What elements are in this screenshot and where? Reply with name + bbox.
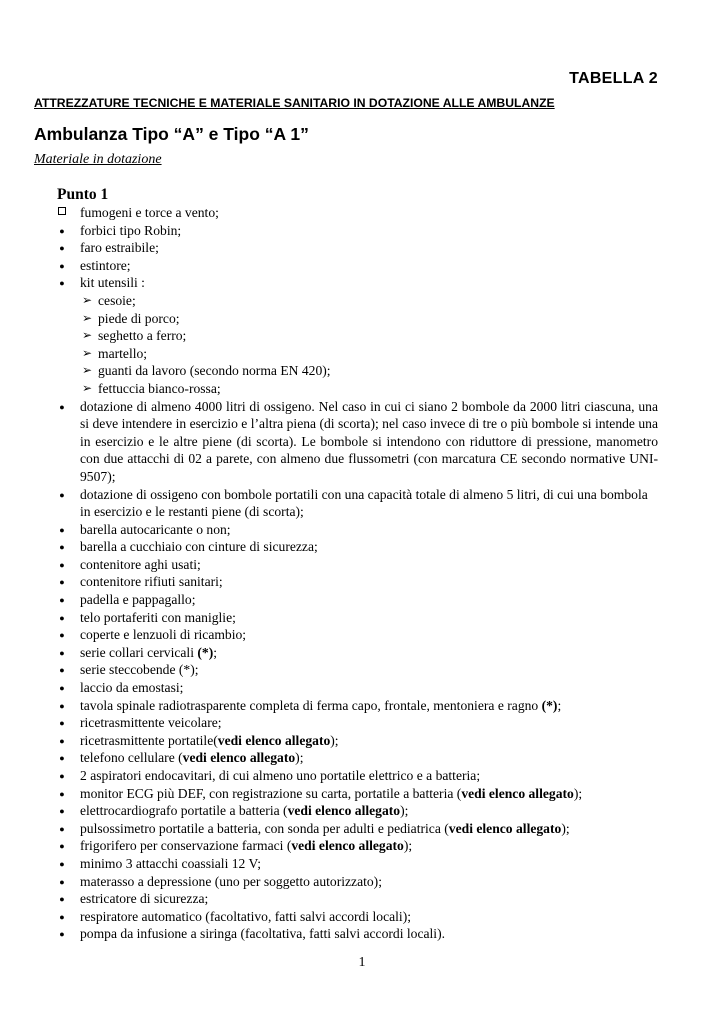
- dot-bullet-icon: ●: [59, 647, 65, 658]
- text-fragment: );: [400, 803, 409, 819]
- text-fragment: contenitore rifiuti sanitari;: [80, 574, 223, 590]
- dot-bullet-icon: ●: [59, 911, 65, 922]
- text-fragment: serie steccobende (*);: [80, 662, 199, 678]
- list-item: [0, 837, 724, 855]
- text-fragment: fettuccia bianco-rossa;: [98, 380, 221, 396]
- list-item-text: [80, 679, 658, 697]
- list-item: [0, 204, 724, 222]
- list-item: [0, 538, 724, 556]
- section-heading: Ambulanza Tipo “A” e Tipo “A 1”: [34, 124, 309, 144]
- bold-text: vedi elenco allegato: [217, 732, 331, 748]
- text-fragment: );: [561, 820, 570, 836]
- text-fragment: dotazione di ossigeno con bombole portatili con una capacità totale di almeno 5 litri, di cui una bombola in esercizio e le restanti piene (di scorta);: [80, 486, 648, 520]
- list-item: [0, 679, 724, 697]
- dot-bullet-icon: ●: [59, 858, 65, 869]
- list-item-text: [80, 486, 658, 521]
- list-item: [0, 890, 724, 908]
- dot-bullet-icon: ●: [59, 894, 65, 905]
- bold-text: vedi elenco allegato: [448, 820, 562, 836]
- list-item: [0, 609, 724, 627]
- list-item: [0, 749, 724, 767]
- text-fragment: materasso a depressione (uno per soggetto autorizzato);: [80, 873, 382, 889]
- list-item-text: [80, 257, 658, 275]
- list-item-text: [80, 274, 658, 292]
- text-fragment: fumogeni e torce a vento;: [80, 205, 219, 220]
- list-item: [0, 767, 724, 785]
- list-item: [0, 556, 724, 574]
- list-item-text: [98, 362, 658, 380]
- list-item: [0, 345, 724, 363]
- document-subtitle: ATTREZZATURE TECNICHE E MATERIALE SANITARIO IN DOTAZIONE ALLE AMBULANZE: [34, 96, 555, 110]
- text-fragment: 2 aspiratori endocavitari, di cui almeno uno portatile elettrico e a batteria;: [80, 768, 481, 783]
- text-fragment: telo portaferiti con maniglie;: [80, 609, 236, 625]
- list-item: [0, 239, 724, 257]
- list-item: [0, 573, 724, 591]
- text-fragment: );: [330, 732, 339, 748]
- text-fragment: respiratore automatico (facoltativo, fatti salvi accordi locali);: [80, 908, 412, 924]
- list-item: [0, 591, 724, 609]
- dot-bullet-icon: ●: [59, 806, 65, 817]
- text-fragment: padella e pappagallo;: [80, 592, 196, 608]
- arrow-bullet-icon: ➢: [81, 363, 93, 378]
- list-item: [0, 908, 724, 926]
- text-fragment: monitor ECG più DEF, con registrazione su carta, portatile a batteria (: [80, 785, 462, 801]
- dot-bullet-icon: ●: [59, 225, 65, 236]
- dot-bullet-icon: ●: [59, 735, 65, 746]
- list-item-text: [80, 573, 658, 591]
- list-item-text: [80, 873, 658, 891]
- list-item-text: [80, 538, 658, 556]
- text-fragment: seghetto a ferro;: [98, 328, 187, 344]
- text-fragment: pulsossimetro portatile a batteria, con sonda per adulti e pediatrica (: [80, 820, 449, 836]
- list-item-text: [98, 310, 658, 328]
- list-item-text: [98, 292, 658, 310]
- dot-bullet-icon: ●: [59, 542, 65, 553]
- list-item-text: [98, 327, 658, 345]
- list-item: [0, 697, 724, 715]
- list-item: [0, 380, 724, 398]
- dot-bullet-icon: ●: [59, 841, 65, 852]
- dot-bullet-icon: ●: [59, 401, 65, 412]
- list-item: [0, 257, 724, 275]
- list-item: [0, 362, 724, 380]
- list-item: [0, 486, 724, 521]
- text-fragment: guanti da lavoro (secondo norma EN 420);: [98, 363, 331, 379]
- list-item-text: [80, 556, 658, 574]
- list-item: [0, 310, 724, 328]
- list-item-text: [80, 644, 658, 662]
- list-item-text: [80, 890, 658, 908]
- materiale-label: Materiale in dotazione: [34, 152, 162, 167]
- list-item-text: [80, 925, 658, 943]
- text-fragment: elettrocardiografo portatile a batteria (: [80, 803, 288, 819]
- text-fragment: estricatore di sicurezza;: [80, 891, 209, 907]
- dot-bullet-icon: ●: [59, 771, 65, 781]
- text-fragment: pompa da infusione a siringa (facoltativa, fatti salvi accordi locali).: [80, 926, 446, 942]
- list-item-text: [98, 380, 658, 398]
- dot-bullet-icon: ●: [59, 278, 65, 289]
- list-item: [0, 292, 724, 310]
- dot-bullet-icon: ●: [59, 595, 65, 606]
- dot-bullet-icon: ●: [59, 823, 65, 834]
- list-item-text: [80, 521, 658, 539]
- text-fragment: ricetrasmittente veicolare;: [80, 715, 222, 731]
- text-fragment: ;: [213, 644, 218, 660]
- text-fragment: coperte e lenzuoli di ricambio;: [80, 627, 247, 643]
- list-item-text: [80, 697, 658, 715]
- bold-text: vedi elenco allegato: [461, 785, 574, 801]
- text-fragment: barella a cucchiaio con cinture di sicurezza;: [80, 539, 318, 555]
- list-item-text: [80, 239, 658, 257]
- list-item-text: [80, 732, 658, 750]
- dot-bullet-icon: ●: [59, 260, 65, 271]
- list-item: [0, 785, 724, 803]
- list-item: [0, 222, 724, 240]
- dot-bullet-icon: ●: [59, 665, 65, 676]
- list-item-text: [80, 661, 658, 679]
- text-fragment: minimo 3 attacchi coassiali 12 V;: [80, 855, 262, 871]
- text-fragment: cesoie;: [98, 292, 136, 308]
- list-item-text: [80, 204, 658, 222]
- text-fragment: piede di porco;: [98, 310, 180, 326]
- list-item-text: [80, 820, 658, 838]
- text-fragment: frigorifero per conservazione farmaci (: [80, 838, 292, 854]
- dot-bullet-icon: ●: [59, 489, 65, 500]
- text-fragment: ;: [557, 697, 562, 713]
- dot-bullet-icon: ●: [59, 718, 65, 729]
- list-item-text: [80, 837, 658, 855]
- text-fragment: forbici tipo Robin;: [80, 222, 182, 238]
- arrow-bullet-icon: ➢: [81, 380, 93, 395]
- dot-bullet-icon: ●: [59, 788, 65, 799]
- list-item-text: [80, 222, 658, 240]
- text-fragment: faro estraibile;: [80, 240, 159, 256]
- dot-bullet-icon: ●: [59, 577, 65, 588]
- text-fragment: estintore;: [80, 257, 131, 273]
- list-item: [0, 644, 724, 662]
- list-item-text: [80, 714, 658, 732]
- text-fragment: dotazione di almeno 4000 litri di ossigeno. Nel caso in cui ci siano 2 bombole da 2000 litri ciascuna, una si deve intendere in esercizio e l’altra piena (di scorta); nel caso invece di tre o più bombole si intende una in esercizio e le altre piene (di scorta). Le bombole si intendono con riduttore di pressione, manometro con due attacchi di 02 a parete, con almeno due flussometri (con marcatura CE secondo normative UNI-9507);: [80, 398, 658, 484]
- arrow-bullet-icon: ➢: [81, 328, 93, 343]
- list-item-text: [80, 609, 658, 627]
- arrow-bullet-icon: ➢: [81, 292, 93, 307]
- list-item: [0, 626, 724, 644]
- table-label: TABELLA 2: [569, 70, 658, 87]
- list-item: [0, 661, 724, 679]
- dot-bullet-icon: ●: [59, 929, 65, 940]
- page-number: 1: [358, 955, 366, 970]
- list-item: [0, 714, 724, 732]
- bold-text: vedi elenco allegato: [291, 838, 404, 854]
- dot-bullet-icon: ●: [59, 612, 65, 623]
- dot-bullet-icon: ●: [59, 683, 65, 694]
- list-item: [0, 820, 724, 838]
- text-fragment: contenitore aghi usati;: [80, 556, 201, 572]
- text-fragment: );: [403, 838, 413, 854]
- dot-bullet-icon: ●: [59, 559, 65, 570]
- list-item: [0, 873, 724, 891]
- dot-bullet-icon: ●: [59, 243, 65, 254]
- text-fragment: telefono cellulare (: [80, 750, 183, 766]
- list-item-text: [98, 345, 658, 363]
- bold-text: vedi elenco allegato: [182, 750, 296, 766]
- list-item: [0, 398, 724, 486]
- dot-bullet-icon: ●: [59, 876, 65, 887]
- list-item-text: [80, 626, 658, 644]
- text-fragment: barella autocaricante o non;: [80, 521, 231, 537]
- text-fragment: tavola spinale radiotrasparente completa di ferma capo, frontale, mentoniera e ragno: [80, 697, 542, 713]
- list-item-text: [80, 785, 658, 803]
- list-item-text: [80, 591, 658, 609]
- dot-bullet-icon: ●: [59, 700, 65, 711]
- list-item: [0, 855, 724, 873]
- list-item: [0, 732, 724, 750]
- equipment-list: [0, 204, 724, 943]
- list-item: [0, 327, 724, 345]
- checkbox-bullet-icon: [56, 204, 68, 222]
- dot-bullet-icon: ●: [59, 524, 65, 535]
- arrow-bullet-icon: ➢: [81, 345, 93, 360]
- dot-bullet-icon: ●: [59, 753, 65, 764]
- list-item-text: [80, 398, 658, 486]
- text-fragment: );: [295, 750, 304, 766]
- list-item-text: [80, 855, 658, 873]
- list-item: [0, 274, 724, 292]
- list-item-text: [80, 802, 658, 820]
- bold-text: vedi elenco allegato: [287, 803, 401, 819]
- list-item-text: [80, 767, 658, 785]
- list-item-text: [80, 908, 658, 926]
- list-item-text: [80, 749, 658, 767]
- list-item: [0, 925, 724, 943]
- text-fragment: martello;: [98, 345, 148, 361]
- dot-bullet-icon: ●: [59, 630, 65, 641]
- list-item: [0, 802, 724, 820]
- bold-text: (*): [541, 697, 558, 713]
- punto-heading: Punto 1: [57, 186, 109, 203]
- text-fragment: ricetrasmittente portatile(: [80, 732, 218, 748]
- text-fragment: serie collari cervicali: [80, 644, 198, 660]
- bold-text: (*): [197, 644, 214, 660]
- text-fragment: );: [573, 785, 583, 801]
- text-fragment: kit utensili :: [80, 275, 145, 291]
- arrow-bullet-icon: ➢: [81, 310, 93, 325]
- text-fragment: laccio da emostasi;: [80, 680, 184, 696]
- list-item: [0, 521, 724, 539]
